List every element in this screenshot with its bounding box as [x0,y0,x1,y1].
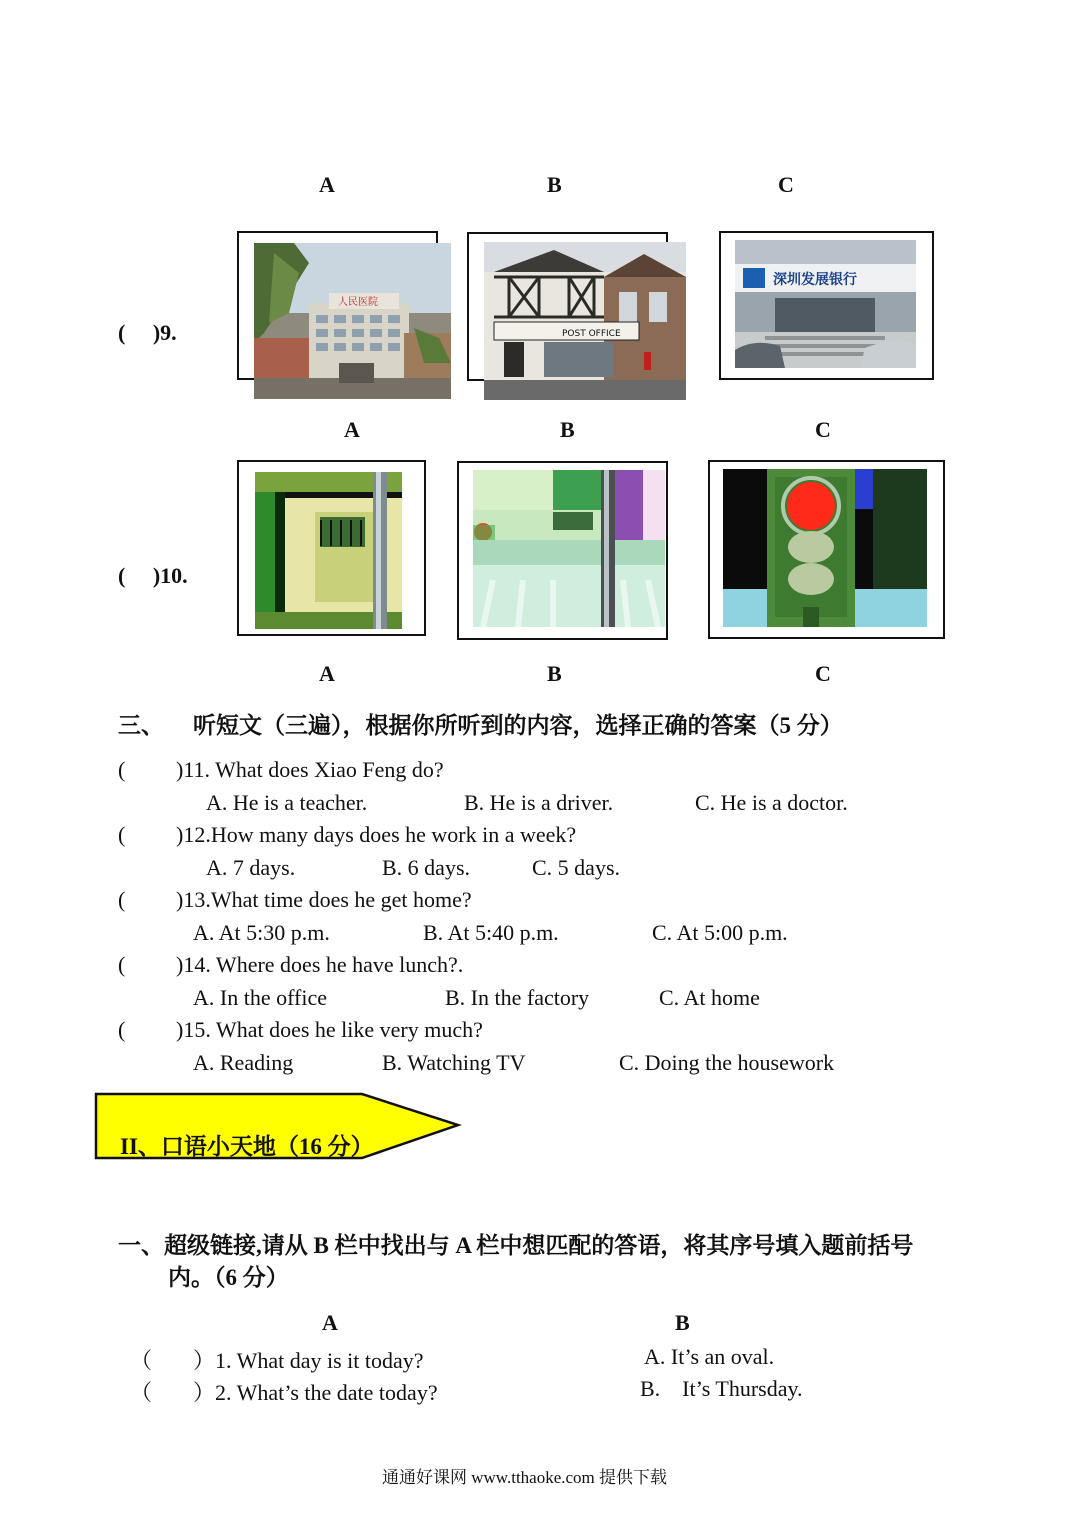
column-b-header: B [675,1310,690,1335]
q12-option-c: C. 5 days. [532,855,620,880]
q13-option-b: B. At 5:40 p.m. [423,920,559,945]
q9-option-c-label: C [815,417,831,442]
q9-number: ( )9. [118,320,177,345]
section3-number: 三、 [118,713,164,738]
q15-paren[interactable]: ( [118,1017,126,1042]
q9-option-a-label: A [344,417,360,442]
prev-option-a-label: A [319,172,335,197]
street-corner-drawing [255,472,402,629]
q12-paren[interactable]: ( [118,822,126,847]
q13-option-c: C. At 5:00 p.m. [652,920,788,945]
q15-option-a: A. Reading [193,1050,294,1075]
match-1-question: ）1. What day is it today? [193,1348,424,1373]
page-footer: 通通好课网 www.tthaoke.com 提供下载 [382,1468,668,1487]
q10-option-a-label: A [319,661,335,686]
q14-question: )14. Where does he have lunch?. [176,952,464,977]
q15-option-c: C. Doing the housework [619,1050,835,1075]
svg-text:POST OFFICE: POST OFFICE [562,329,621,339]
q12-question: )12.How many days does he work in a week? [176,822,577,847]
q14-option-c: C. At home [659,985,760,1010]
match-2-paren[interactable]: （ [130,1380,153,1405]
bank-photo [735,240,916,368]
q9-option-b-label: B [560,417,575,442]
post-office-photo [484,242,686,400]
hospital-photo [254,243,451,399]
part1-title: 一、超级链接,请从 B 栏中找出与 A 栏中想匹配的答语，将其序号填入题前括号 [118,1233,914,1258]
match-2-question: ）2. What’s the date today? [193,1380,438,1405]
q10-option-c-label: C [815,661,831,686]
q11-option-c: C. He is a doctor. [695,790,848,815]
prev-option-b-label: B [547,172,562,197]
q14-option-a: A. In the office [193,985,327,1010]
q10-option-b-label: B [547,661,562,686]
q10-number: ( )10. [118,563,188,588]
q11-option-a: A. He is a teacher. [206,790,368,815]
part1-title-cont: 内。（6 分） [168,1265,289,1290]
q13-paren[interactable]: ( [118,887,126,912]
svg-text:深圳发展银行: 深圳发展银行 [773,272,857,288]
q13-question: )13.What time does he get home? [176,887,472,912]
prev-option-c-label: C [778,172,794,197]
q14-paren[interactable]: ( [118,952,126,977]
q11-paren[interactable]: ( [118,757,126,782]
q12-option-b: B. 6 days. [382,855,470,880]
q11-option-b: B. He is a driver. [464,790,614,815]
match-1-paren[interactable]: （ [130,1348,153,1373]
match-answer-b: B. It’s Thursday. [640,1376,803,1401]
q13-option-a: A. At 5:30 p.m. [193,920,330,945]
svg-text:人民医院: 人民医院 [338,297,378,308]
q15-question: )15. What does he like very much? [176,1017,483,1042]
section3-title: 听短文（三遍），根据你所听到的内容，选择正确的答案（5 分） [193,713,843,738]
section-banner-title: II、口语小天地（16 分） [120,1134,374,1159]
street-crossing-drawing [473,470,665,627]
column-a-header: A [322,1310,338,1335]
q12-option-a: A. 7 days. [206,855,296,880]
match-answer-a: A. It’s an oval. [644,1344,775,1369]
traffic-light-red-drawing [723,469,927,627]
q15-option-b: B. Watching TV [382,1050,526,1075]
q11-question: )11. What does Xiao Feng do? [176,757,444,782]
q14-option-b: B. In the factory [445,985,590,1010]
